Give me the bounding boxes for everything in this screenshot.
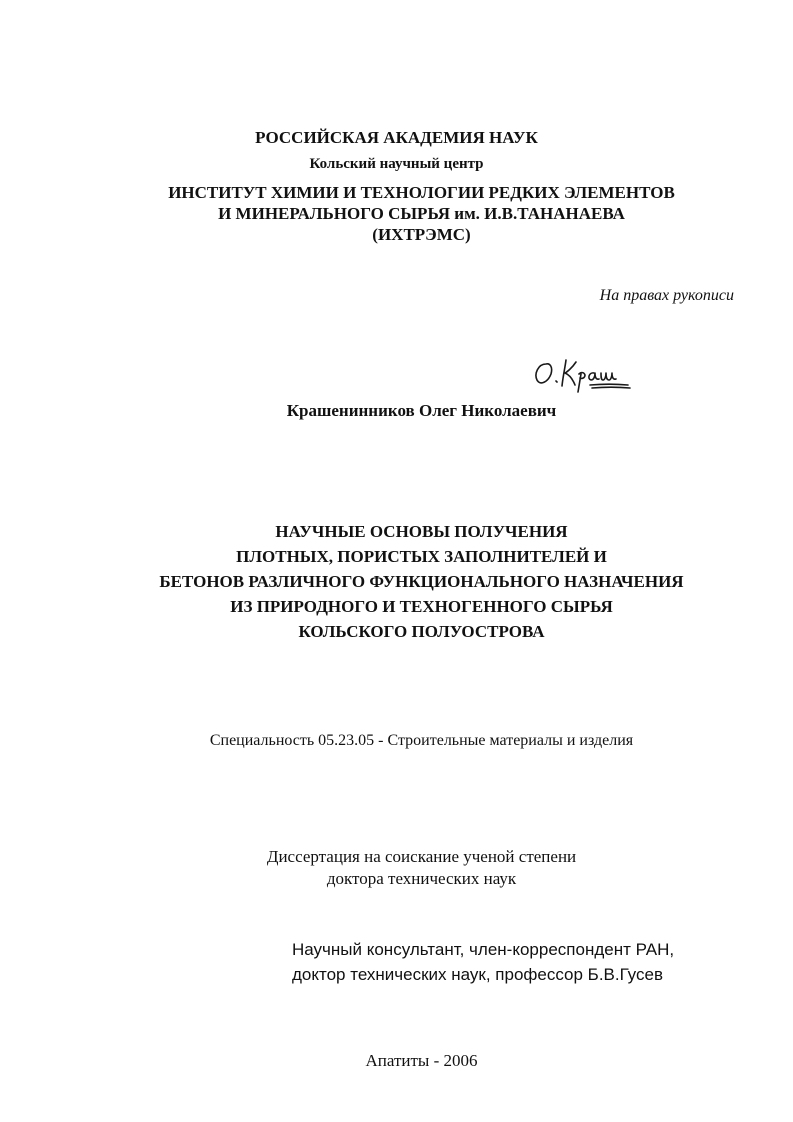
scientific-consultant: [292, 937, 674, 987]
degree-line2: доктора технических наук: [326, 869, 517, 888]
manuscript-rights-note: На правах рукописи: [599, 287, 734, 304]
consultant-line1: Научный консультант, член-корреспондент РАН,: [292, 940, 675, 959]
title-line: БЕТОНОВ РАЗЛИЧНОГО ФУНКЦИОНАЛЬНОГО НАЗНАЧЕНИЯ: [159, 572, 684, 591]
institute-block: [0, 182, 793, 245]
consultant-line2: доктор технических наук, профессор Б.В.Гусев: [292, 965, 663, 984]
author-signature: [532, 352, 642, 394]
institute-name-line2: И МИНЕРАЛЬНОГО СЫРЬЯ им. И.В.ТАНАНАЕВА: [218, 204, 625, 223]
degree-line1: Диссертация на соискание ученой степени: [266, 847, 577, 866]
institute-name-line1: ИНСТИТУТ ХИМИИ И ТЕХНОЛОГИИ РЕДКИХ ЭЛЕМЕНТОВ: [168, 183, 675, 202]
city-year: Апатиты - 2006: [365, 1051, 478, 1070]
title-line: НАУЧНЫЕ ОСНОВЫ ПОЛУЧЕНИЯ: [275, 522, 568, 541]
scientific-center-name: Кольский научный центр: [309, 156, 484, 172]
dissertation-title: [0, 519, 793, 644]
academy-name: РОССИЙСКАЯ АКАДЕМИЯ НАУК: [255, 128, 538, 147]
author-name: Крашенинников Олег Николаевич: [286, 401, 557, 420]
degree-statement: [0, 846, 793, 890]
title-line: ИЗ ПРИРОДНОГО И ТЕХНОГЕННОГО СЫРЬЯ: [230, 597, 613, 616]
institute-abbreviation: (ИХТРЭМС): [372, 225, 471, 244]
title-line: ПЛОТНЫХ, ПОРИСТЫХ ЗАПОЛНИТЕЛЕЙ И: [236, 547, 607, 566]
specialty-line: Специальность 05.23.05 - Строительные материалы и изделия: [209, 732, 634, 749]
title-line: КОЛЬСКОГО ПОЛУОСТРОВА: [298, 622, 545, 641]
